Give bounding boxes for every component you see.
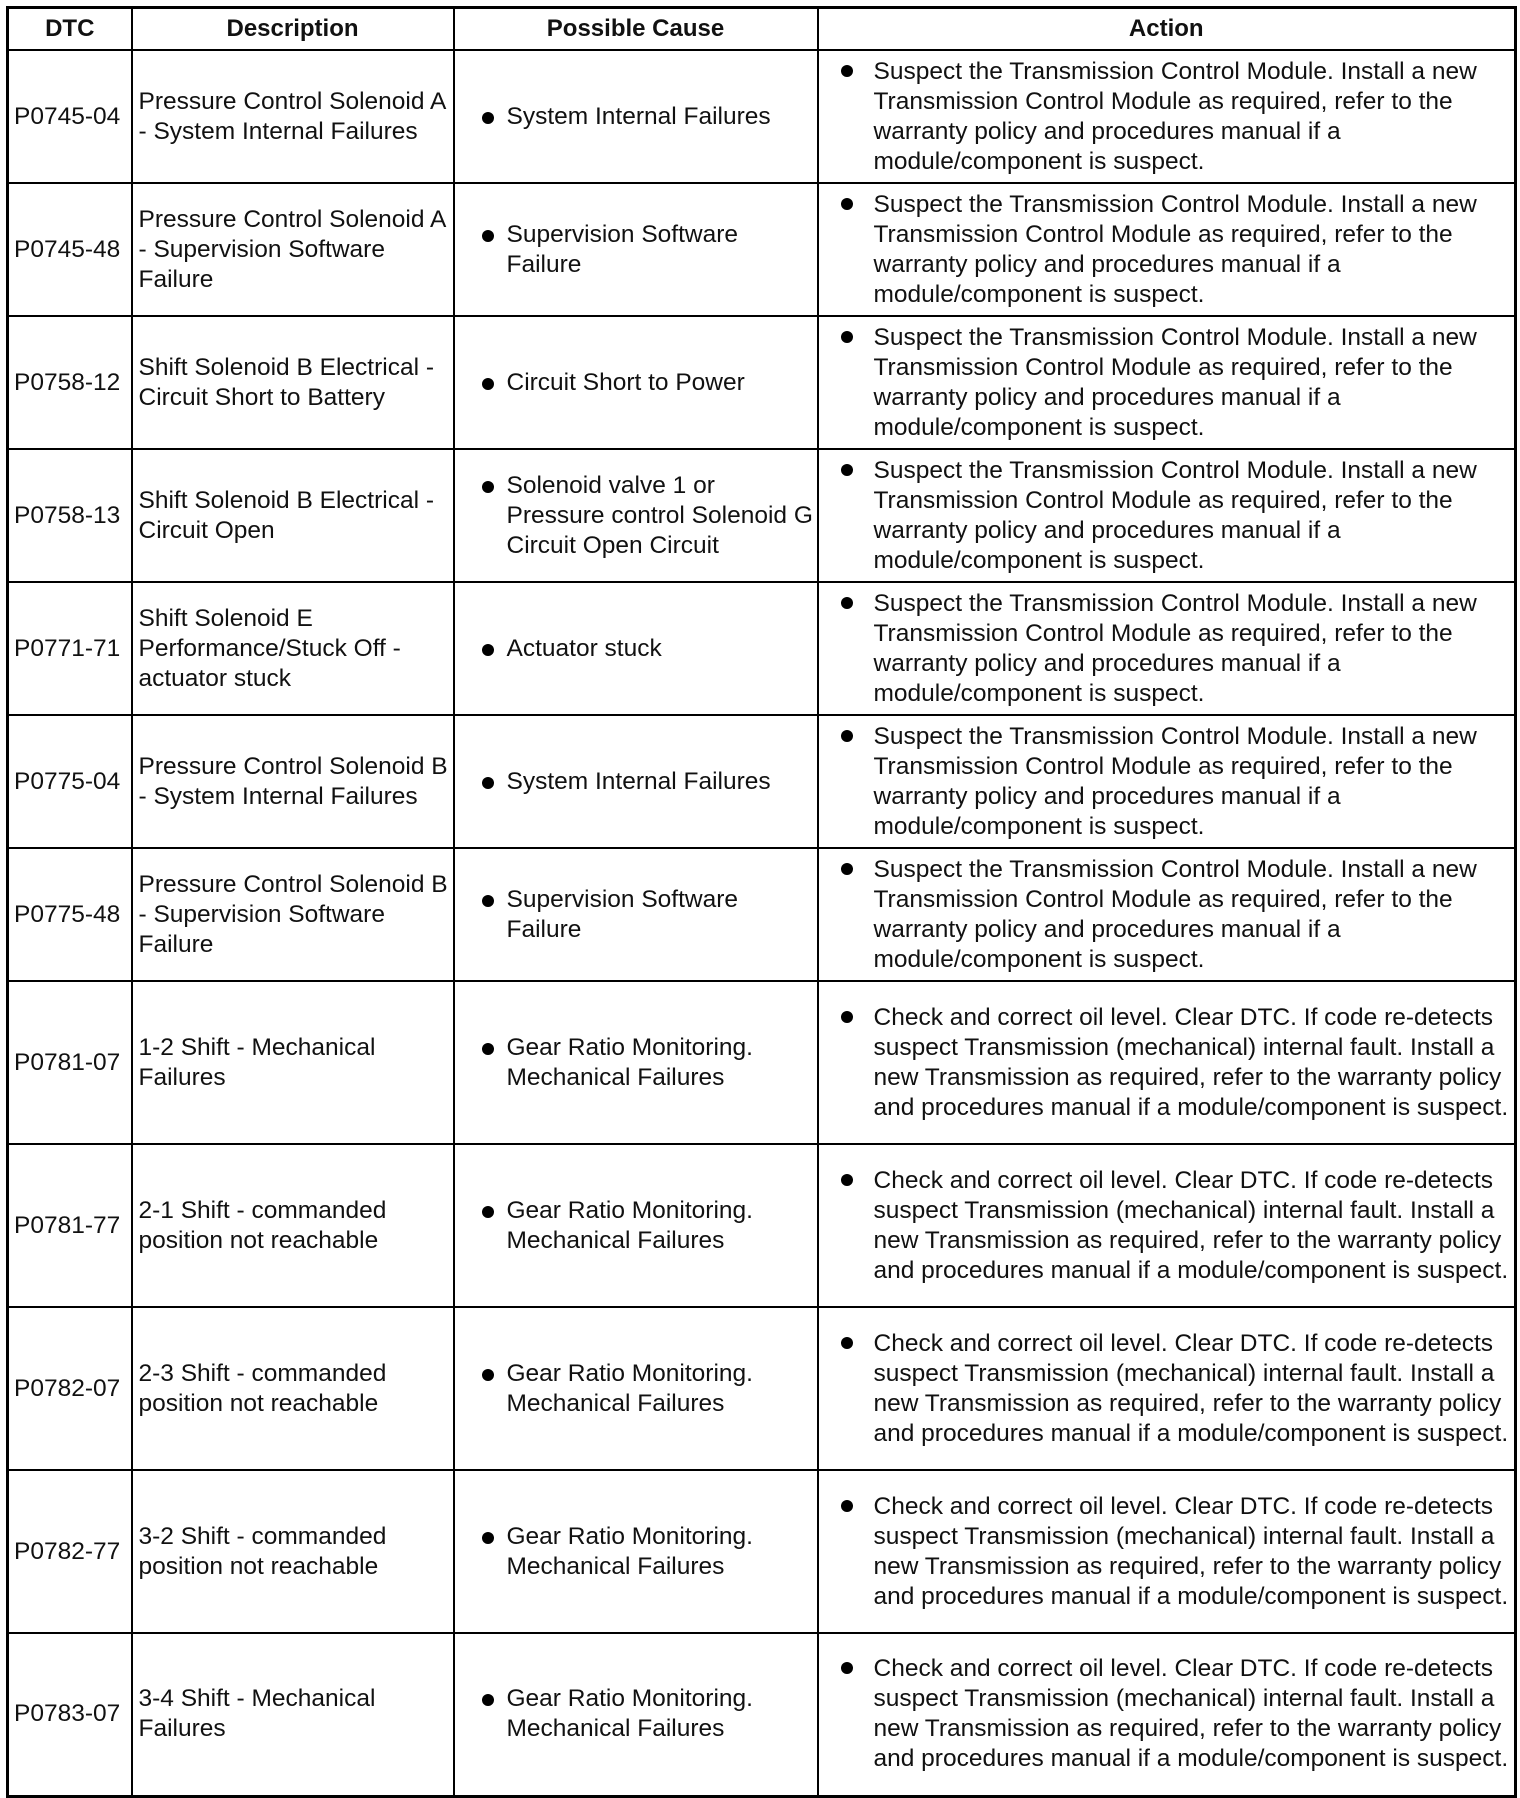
action-item: Check and correct oil level. Clear DTC. If code re-detects suspect Transmission (mechanical) internal fault. Install a new Transmission as required, refer to the warranty policy and procedures manual if a module/component is suspect. — [819, 1652, 1515, 1776]
possible-cause-cell — [454, 715, 818, 848]
table-row — [8, 715, 1516, 848]
action-item: Check and correct oil level. Clear DTC. If code re-detects suspect Transmission (mechanical) internal fault. Install a new Transmission as required, refer to the warranty policy and procedures manual if a module/component is suspect. — [819, 1327, 1515, 1451]
possible-cause-item: Actuator stuck — [455, 634, 817, 664]
dtc-description: 3-2 Shift - commanded position not reachable — [132, 1470, 454, 1633]
table-row — [8, 316, 1516, 449]
action-cell — [818, 1144, 1516, 1307]
dtc-description: Shift Solenoid B Electrical - Circuit Short to Battery — [132, 316, 454, 449]
possible-cause-cell — [454, 316, 818, 449]
dtc-description: Pressure Control Solenoid B - Supervision Software Failure — [132, 848, 454, 981]
action-cell — [818, 1633, 1516, 1796]
table-row — [8, 1307, 1516, 1470]
possible-cause-cell — [454, 981, 818, 1144]
action-item: Suspect the Transmission Control Module. Install a new Transmission Control Module as required, refer to the warranty policy and procedures manual if a module/component is suspect. — [819, 454, 1515, 578]
action-item: Suspect the Transmission Control Module. Install a new Transmission Control Module as required, refer to the warranty policy and procedures manual if a module/component is suspect. — [819, 321, 1515, 445]
table-row — [8, 981, 1516, 1144]
table-row — [8, 848, 1516, 981]
table-row — [8, 183, 1516, 316]
dtc-code: P0758-13 — [8, 449, 132, 582]
possible-cause-cell — [454, 1470, 818, 1633]
possible-cause-item: Gear Ratio Monitoring. Mechanical Failures — [455, 1359, 817, 1419]
action-cell — [818, 1307, 1516, 1470]
action-item: Check and correct oil level. Clear DTC. If code re-detects suspect Transmission (mechanical) internal fault. Install a new Transmission as required, refer to the warranty policy and procedures manual if a module/component is suspect. — [819, 1164, 1515, 1288]
dtc-code: P0758-12 — [8, 316, 132, 449]
dtc-description: 3-4 Shift - Mechanical Failures — [132, 1633, 454, 1796]
table-row — [8, 50, 1516, 183]
dtc-description: 2-1 Shift - commanded position not reachable — [132, 1144, 454, 1307]
dtc-table — [6, 6, 1517, 1798]
action-item: Suspect the Transmission Control Module. Install a new Transmission Control Module as required, refer to the warranty policy and procedures manual if a module/component is suspect. — [819, 55, 1515, 179]
possible-cause-item: System Internal Failures — [455, 767, 817, 797]
possible-cause-item: Gear Ratio Monitoring. Mechanical Failures — [455, 1522, 817, 1582]
action-item: Suspect the Transmission Control Module. Install a new Transmission Control Module as required, refer to the warranty policy and procedures manual if a module/component is suspect. — [819, 853, 1515, 977]
dtc-code: P0745-48 — [8, 183, 132, 316]
header-dtc: DTC — [8, 8, 132, 51]
table-row — [8, 1633, 1516, 1796]
dtc-description: Pressure Control Solenoid A - System Internal Failures — [132, 50, 454, 183]
table-row — [8, 1144, 1516, 1307]
table-row — [8, 582, 1516, 715]
action-cell — [818, 715, 1516, 848]
possible-cause-item: Solenoid valve 1 or Pressure control Solenoid G Circuit Open Circuit — [455, 471, 817, 561]
dtc-description: Pressure Control Solenoid A - Supervision Software Failure — [132, 183, 454, 316]
possible-cause-cell — [454, 1633, 818, 1796]
possible-cause-item: Gear Ratio Monitoring. Mechanical Failures — [455, 1033, 817, 1093]
action-cell — [818, 1470, 1516, 1633]
dtc-code: P0771-71 — [8, 582, 132, 715]
header-action: Action — [818, 8, 1516, 51]
action-item: Check and correct oil level. Clear DTC. If code re-detects suspect Transmission (mechanical) internal fault. Install a new Transmission as required, refer to the warranty policy and procedures manual if a module/component is suspect. — [819, 1001, 1515, 1125]
dtc-description: 1-2 Shift - Mechanical Failures — [132, 981, 454, 1144]
possible-cause-item: Supervision Software Failure — [455, 885, 817, 945]
dtc-code: P0782-77 — [8, 1470, 132, 1633]
table-row — [8, 1470, 1516, 1633]
dtc-code: P0745-04 — [8, 50, 132, 183]
action-cell — [818, 449, 1516, 582]
header-row — [8, 8, 1516, 51]
table-row — [8, 449, 1516, 582]
possible-cause-cell — [454, 1144, 818, 1307]
dtc-code: P0781-77 — [8, 1144, 132, 1307]
action-cell — [818, 183, 1516, 316]
action-item: Suspect the Transmission Control Module. Install a new Transmission Control Module as required, refer to the warranty policy and procedures manual if a module/component is suspect. — [819, 720, 1515, 844]
possible-cause-item: Gear Ratio Monitoring. Mechanical Failures — [455, 1684, 817, 1744]
possible-cause-cell — [454, 848, 818, 981]
possible-cause-item: Gear Ratio Monitoring. Mechanical Failures — [455, 1196, 817, 1256]
dtc-description: Shift Solenoid E Performance/Stuck Off - actuator stuck — [132, 582, 454, 715]
possible-cause-item: System Internal Failures — [455, 102, 817, 132]
action-cell — [818, 582, 1516, 715]
possible-cause-cell — [454, 183, 818, 316]
dtc-description: 2-3 Shift - commanded position not reachable — [132, 1307, 454, 1470]
action-item: Suspect the Transmission Control Module. Install a new Transmission Control Module as required, refer to the warranty policy and procedures manual if a module/component is suspect. — [819, 587, 1515, 711]
dtc-description: Shift Solenoid B Electrical - Circuit Open — [132, 449, 454, 582]
dtc-code: P0783-07 — [8, 1633, 132, 1796]
action-cell — [818, 981, 1516, 1144]
possible-cause-item: Supervision Software Failure — [455, 220, 817, 280]
possible-cause-item: Circuit Short to Power — [455, 368, 817, 398]
possible-cause-cell — [454, 1307, 818, 1470]
action-cell — [818, 50, 1516, 183]
dtc-code: P0782-07 — [8, 1307, 132, 1470]
possible-cause-cell — [454, 50, 818, 183]
possible-cause-cell — [454, 582, 818, 715]
header-possible-cause: Possible Cause — [454, 8, 818, 51]
dtc-description: Pressure Control Solenoid B - System Internal Failures — [132, 715, 454, 848]
action-cell — [818, 316, 1516, 449]
dtc-code: P0775-48 — [8, 848, 132, 981]
action-cell — [818, 848, 1516, 981]
dtc-code: P0781-07 — [8, 981, 132, 1144]
action-item: Check and correct oil level. Clear DTC. If code re-detects suspect Transmission (mechanical) internal fault. Install a new Transmission as required, refer to the warranty policy and procedures manual if a module/component is suspect. — [819, 1490, 1515, 1614]
dtc-code: P0775-04 — [8, 715, 132, 848]
action-item: Suspect the Transmission Control Module. Install a new Transmission Control Module as required, refer to the warranty policy and procedures manual if a module/component is suspect. — [819, 188, 1515, 312]
header-description: Description — [132, 8, 454, 51]
possible-cause-cell — [454, 449, 818, 582]
